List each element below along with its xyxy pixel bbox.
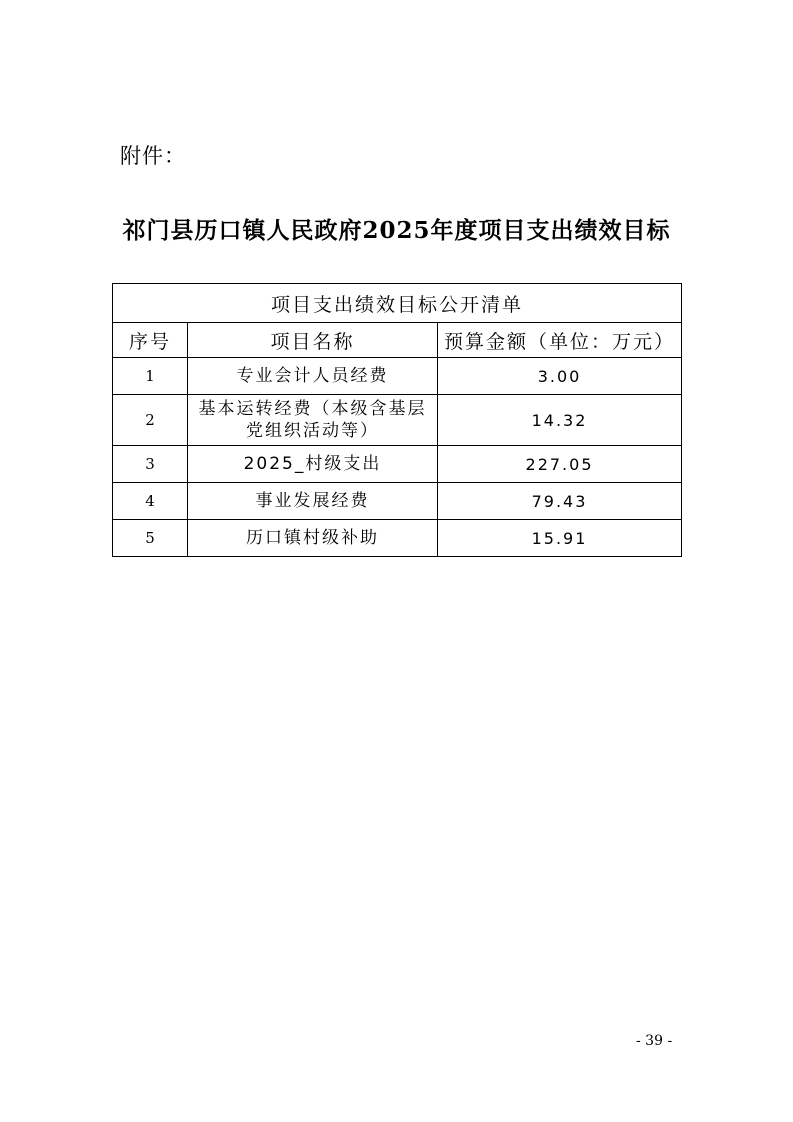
row-amount: 15.91 [438,520,682,557]
table-row [113,395,682,446]
header-seq: 序号 [113,323,188,358]
row-project-name: 基本运转经费（本级含基层党组织活动等） [188,395,438,446]
row-seq: 2 [113,395,188,446]
table-row [113,520,682,557]
row-seq: 5 [113,520,188,557]
row-amount: 3.00 [438,358,682,395]
table-header-row [113,323,682,358]
table-row [113,358,682,395]
row-amount: 14.32 [438,395,682,446]
row-project-name: 历口镇村级补助 [188,520,438,557]
row-amount: 79.43 [438,483,682,520]
row-seq: 3 [113,446,188,483]
row-amount: 227.05 [438,446,682,483]
row-project-name: 专业会计人员经费 [188,358,438,395]
table-caption-row [113,284,682,323]
attachment-label: 附件： [120,144,186,168]
row-seq: 1 [113,358,188,395]
table-row [113,483,682,520]
table-row [113,446,682,483]
header-amount: 预算金额（单位：万元） [438,323,682,358]
table-caption: 项目支出绩效目标公开清单 [113,284,682,323]
row-project-name: 2025_村级支出 [188,446,438,483]
header-name: 项目名称 [188,323,438,358]
row-seq: 4 [113,483,188,520]
page-number: - 39 - [636,1033,673,1049]
document-title: 祁门县历口镇人民政府2025年度项目支出绩效目标 [122,217,671,244]
budget-table [112,283,682,557]
row-project-name: 事业发展经费 [188,483,438,520]
